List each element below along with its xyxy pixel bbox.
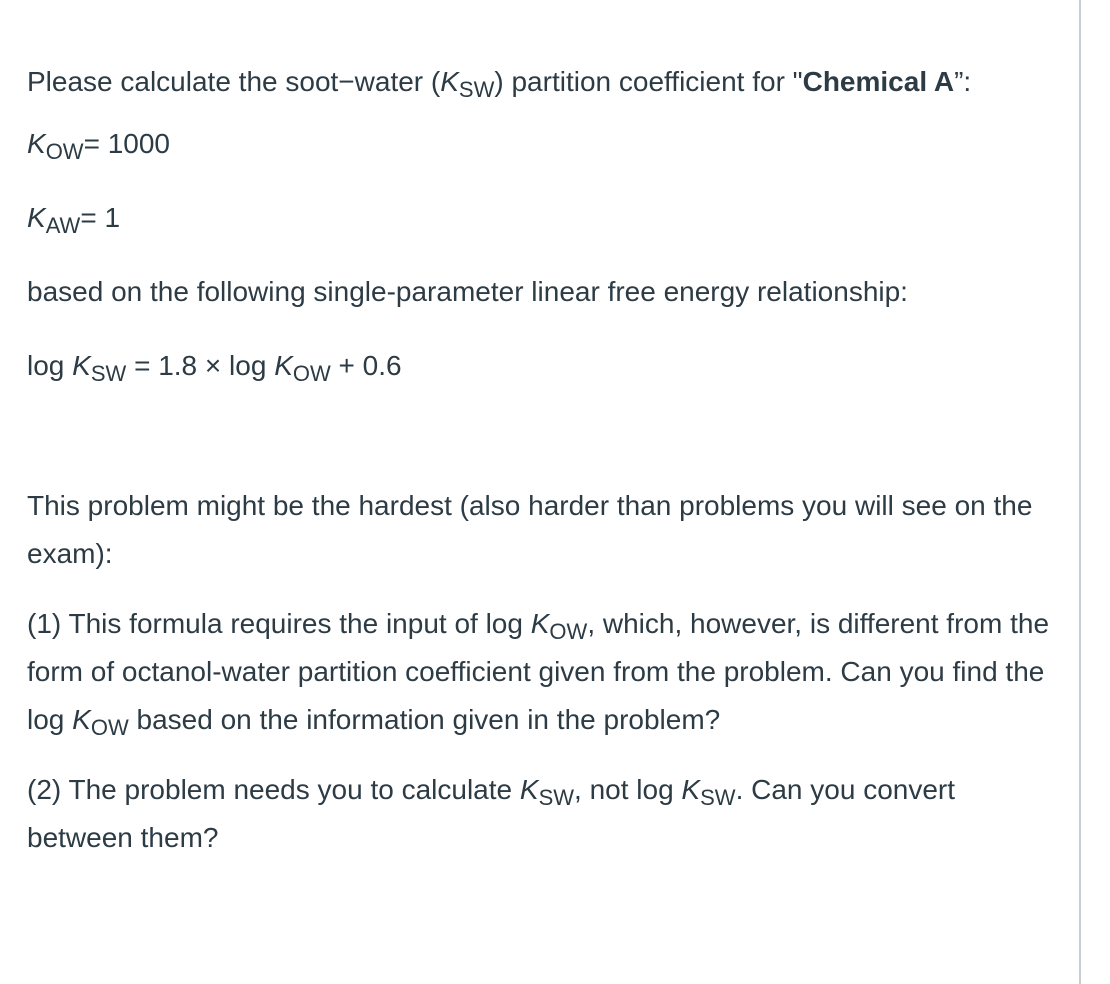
- k-symbol: K: [681, 774, 701, 805]
- k-symbol: K: [274, 350, 293, 381]
- k-symbol: K: [440, 66, 459, 97]
- kow-value-line: [27, 120, 1057, 168]
- blank-spacer: [27, 390, 1057, 482]
- formula-end: + 0.6: [330, 350, 402, 381]
- k-symbol: K: [27, 128, 46, 159]
- q2-text: (2) The problem needs you to calculate: [27, 774, 520, 805]
- k-symbol: K: [530, 608, 550, 639]
- formula-middle: = 1.8 × log: [126, 350, 275, 381]
- kow-subscript: OW: [292, 361, 331, 386]
- ksw-subscript: SW: [90, 361, 127, 386]
- kaw-value-line: [27, 194, 1057, 242]
- q2-text-middle: , not log: [574, 774, 682, 805]
- ksw-subscript: SW: [538, 785, 575, 810]
- intro-text: Please calculate the soot−water (: [27, 66, 441, 97]
- intro-text-end: ”:: [954, 66, 972, 97]
- kaw-value: = 1: [80, 202, 121, 233]
- kow-subscript: OW: [90, 715, 129, 740]
- ksw-subscript: SW: [458, 77, 495, 102]
- k-symbol: K: [519, 774, 539, 805]
- q1-text-middle: , which, however, is different from the form of octanol-water partition coefficient given from the problem. Can you find the log: [27, 608, 1050, 735]
- kow-subscript: OW: [45, 139, 84, 164]
- intro-text-middle: ) partition coefficient for ": [494, 66, 803, 97]
- kow-value: = 1000: [83, 128, 170, 159]
- chemical-name: Chemical A: [802, 66, 955, 97]
- right-border-line: [1079, 0, 1081, 984]
- question-2: [27, 766, 1057, 862]
- q1-text-end: based on the information given in the problem?: [128, 704, 721, 735]
- formula-line: [27, 342, 1057, 390]
- question-body: [27, 58, 1057, 862]
- question-1: [27, 600, 1057, 744]
- formula-log: log: [27, 350, 73, 381]
- q2-text-end: . Can you convert between them?: [27, 774, 956, 853]
- ksw-subscript: SW: [700, 785, 736, 810]
- basis-text: based on the following single-parameter linear free energy relationship:: [27, 276, 908, 307]
- k-symbol: K: [27, 202, 46, 233]
- intro-paragraph: [27, 58, 1057, 106]
- kow-subscript: OW: [549, 619, 588, 644]
- k-symbol: K: [72, 704, 91, 735]
- k-symbol: K: [72, 350, 91, 381]
- hardest-note: This problem might be the hardest (also harder than problems you will see on the exam):: [27, 490, 1033, 569]
- q1-text: (1) This formula requires the input of log: [27, 608, 531, 639]
- kaw-subscript: AW: [45, 213, 81, 238]
